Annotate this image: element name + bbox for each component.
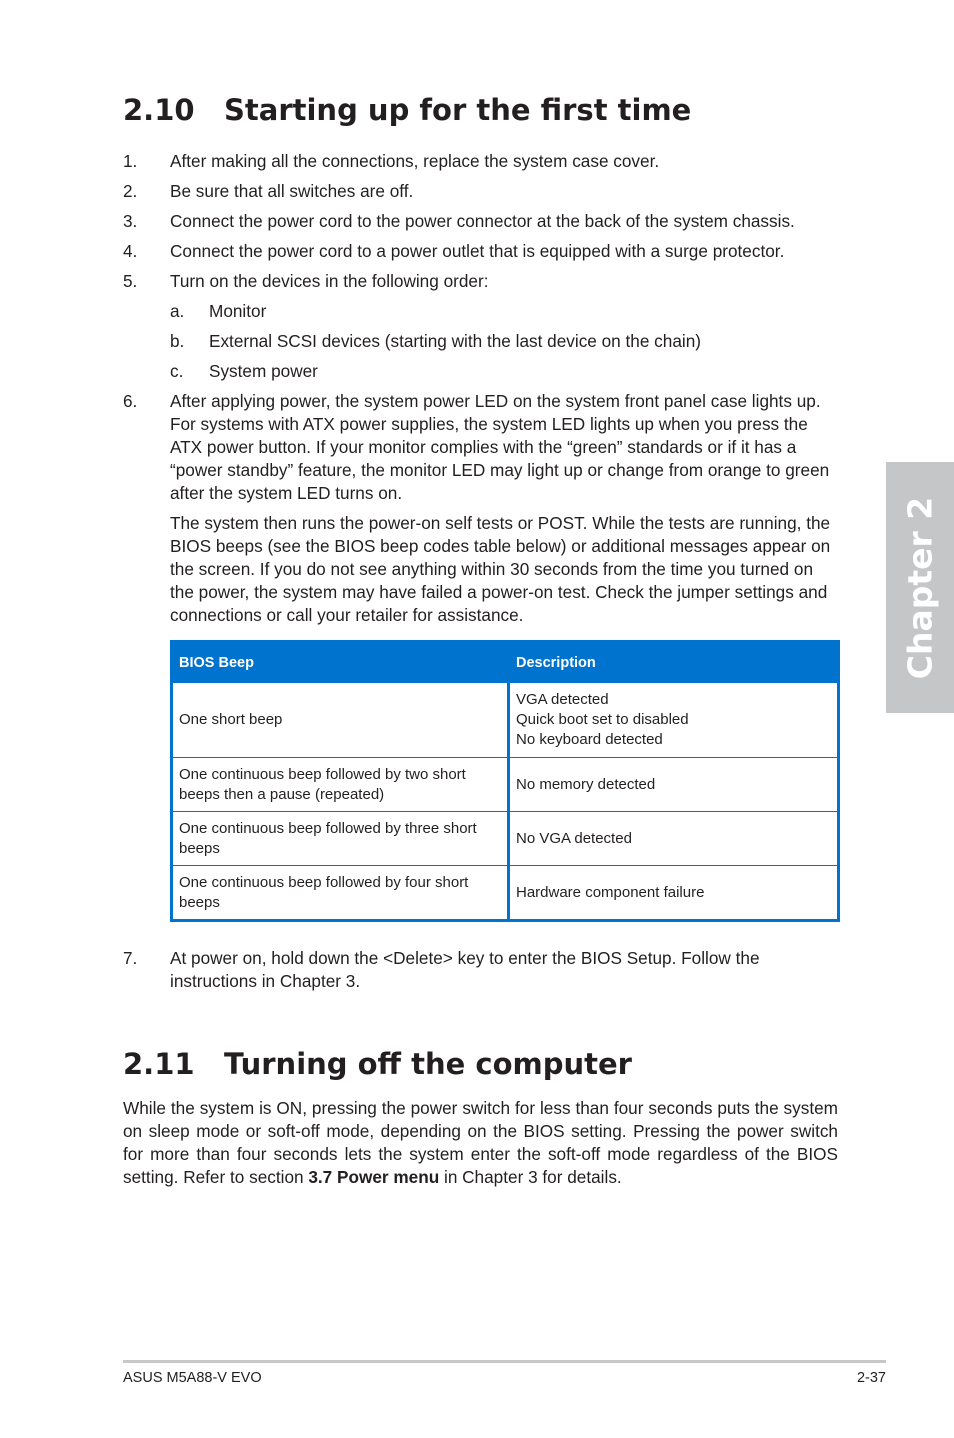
- section-number: 2.11: [123, 1047, 195, 1081]
- description-line: No VGA detected: [516, 829, 632, 847]
- list-item: [123, 240, 839, 263]
- step-number: 7.: [123, 948, 138, 968]
- description-line: Hardware component failure: [516, 883, 705, 901]
- sub-list-item: [170, 360, 839, 383]
- beep-cell: One continuous beep followed by four short beeps: [172, 866, 509, 921]
- sub-list-item: [170, 300, 839, 323]
- footer-product-name: ASUS M5A88-V EVO: [123, 1370, 262, 1386]
- beep-cell: One continuous beep followed by three short beeps: [172, 812, 509, 866]
- description-cell: [509, 866, 839, 921]
- step-text: After making all the connections, replace the system case cover.: [170, 151, 660, 171]
- step-text: Turn on the devices in the following order:: [170, 271, 489, 291]
- paragraph-text: in Chapter 3 for details.: [439, 1167, 622, 1187]
- description-cell: [509, 683, 839, 758]
- footer-page-number: 2-37: [856, 1370, 886, 1386]
- chapter-tab: [886, 462, 954, 713]
- footer-divider: [123, 1360, 886, 1363]
- table-row: [172, 758, 839, 812]
- step-number: 6.: [123, 391, 138, 411]
- section-title: Starting up for the first time: [224, 93, 692, 127]
- step-number: 4.: [123, 241, 138, 261]
- list-item: [123, 150, 839, 173]
- paragraph-text: While the system is ON, pressing the power switch for less than four seconds puts the system on sleep mode or soft-off mode, depending on the BIOS setting. Pressing the power switch for more than four seconds lets the system enter the soft-off mode regardless of the BIOS setting. Refer to section: [123, 1098, 838, 1187]
- description-cell: [509, 812, 839, 866]
- sub-item-text: External SCSI devices (starting with the last device on the chain): [209, 331, 701, 351]
- beep-cell: One continuous beep followed by two short beeps then a pause (repeated): [172, 758, 509, 812]
- description-cell: [509, 758, 839, 812]
- list-item: [123, 270, 839, 383]
- step-text: Connect the power cord to the power connector at the back of the system chassis.: [170, 211, 795, 231]
- post-paragraph: The system then runs the power-on self tests or POST. While the tests are running, the BIOS beeps (see the BIOS beep codes table below) or additional messages appear on the screen. If you do not see anything within 30 seconds from the time you turned on the power, the system may have failed a power-on test. Check the jumper settings and connections or call your retailer for assistance.: [170, 513, 831, 625]
- table-row: [172, 683, 839, 758]
- startup-steps-list: [123, 150, 839, 1000]
- section-heading-2-10: [123, 93, 691, 127]
- sub-item-letter: a.: [170, 301, 185, 321]
- table-row: [172, 866, 839, 921]
- column-header-description: Description: [509, 642, 839, 683]
- sub-item-text: System power: [209, 361, 318, 381]
- description-line: Quick boot set to disabled: [516, 711, 689, 728]
- sub-item-letter: c.: [170, 361, 184, 381]
- table-row: [172, 812, 839, 866]
- beep-cell: One short beep: [172, 683, 509, 758]
- turning-off-paragraph: [123, 1097, 838, 1189]
- column-header-bios-beep: BIOS Beep: [172, 642, 509, 683]
- description-line: No keyboard detected: [516, 731, 663, 748]
- description-line: No memory detected: [516, 775, 656, 793]
- list-item: [123, 180, 839, 203]
- sub-list-item: [170, 330, 839, 353]
- step-text: Connect the power cord to a power outlet that is equipped with a surge protector.: [170, 241, 785, 261]
- step-number: 2.: [123, 181, 138, 201]
- step-number: 1.: [123, 151, 138, 171]
- chapter-tab-label: Chapter 2: [900, 496, 940, 679]
- table-header-row: [172, 642, 839, 683]
- list-item: [123, 390, 839, 922]
- step-text: Be sure that all switches are off.: [170, 181, 414, 201]
- step-text: After applying power, the system power LED on the system front panel case lights up. For systems with ATX power supplies, the system LED lights up when you press the ATX power button. If your monitor complies with the “green” standards or if it has a “power standby” feature, the monitor LED may light up or change from orange to green after the system LED turns on.: [170, 391, 830, 503]
- section-title: Turning off the computer: [224, 1047, 632, 1081]
- list-item: [123, 947, 839, 993]
- description-line: VGA detected: [516, 691, 609, 708]
- step-number: 3.: [123, 211, 138, 231]
- sub-item-text: Monitor: [209, 301, 267, 321]
- section-heading-2-11: [123, 1047, 632, 1081]
- list-item: [123, 210, 839, 233]
- sub-item-letter: b.: [170, 331, 185, 351]
- section-number: 2.10: [123, 93, 195, 127]
- step-number: 5.: [123, 271, 138, 291]
- power-menu-reference: 3.7 Power menu: [308, 1167, 440, 1187]
- bios-beep-table: [170, 640, 840, 922]
- step-text: At power on, hold down the <Delete> key to enter the BIOS Setup. Follow the instructions in Chapter 3.: [170, 948, 760, 991]
